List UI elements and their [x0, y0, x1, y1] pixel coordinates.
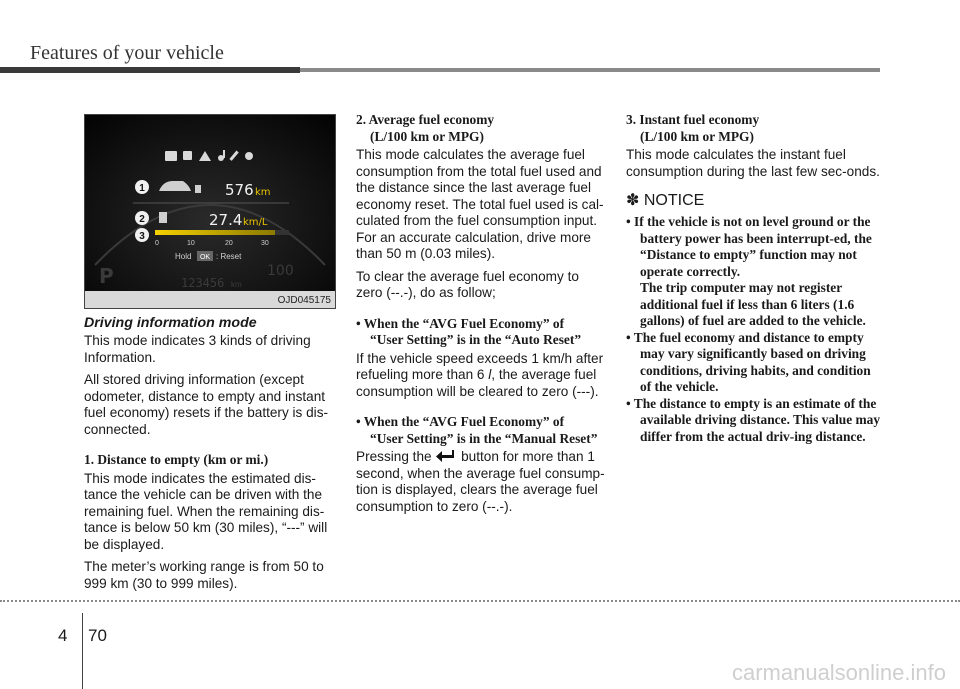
scale-tick-10: 10: [187, 240, 195, 247]
notice-bullet-1: • If the vehicle is not on level ground or the battery power has been interrupt-ed, the “Distance to empty” function may not operate correctly.: [626, 214, 872, 279]
col3-paragraph-1: This mode calculates the instant fuel consumption during the last few sec-onds.: [626, 147, 880, 179]
hold-label: Hold: [175, 252, 192, 261]
column-1: [84, 315, 336, 592]
odometer-value: 123456: [181, 276, 225, 290]
notice-heading: [626, 190, 882, 210]
speed-value: 100: [267, 263, 294, 279]
col2-paragraph-2: To clear the average fuel economy to zero (--.-), do as follow;: [356, 268, 579, 300]
col2-p4-pre: Pressing the: [356, 449, 432, 464]
notice-bullet-1-extra: The trip computer may not register additional fuel if less than 6 liters (1.6 gallons) of fuel are added to the vehicle.: [640, 280, 866, 328]
col1-subheading-1: 1. Distance to empty (km or mi.): [84, 452, 269, 467]
notice-bullet-3-text: The distance to empty is an estimate of the available driving distance. This value may differ from the actual driv-ing distance.: [633, 395, 881, 444]
footer-vertical-rule: [82, 613, 83, 689]
col2-bullet-2-line1: • When the “AVG Fuel Economy” of: [356, 414, 565, 429]
odometer-unit: km: [231, 280, 242, 289]
notice-symbol-icon: ✽: [626, 192, 640, 209]
marker-3-label: 3: [139, 231, 145, 242]
distance-value: 576: [225, 181, 254, 199]
col2-paragraph-1: This mode calculates the average fuel consumption from the total fuel used and the distance since the last average fuel economy reset. The total fuel used is cal-culated from the fuel consumption input. For an accurate calculation, drive more than 50 m (0.03 miles).: [356, 147, 604, 261]
col1-paragraph-2: All stored driving information (except odometer, distance to empty and instant fuel economy) resets if the battery is dis-connected.: [84, 372, 329, 437]
scale-tick-0: 0: [155, 240, 159, 247]
page-number: 70: [88, 626, 107, 645]
marker-2-label: 2: [139, 214, 145, 225]
fuel-economy-value: 27.4: [209, 211, 243, 229]
notice-title: NOTICE: [643, 192, 705, 209]
ok-label: OK: [199, 254, 211, 261]
col1-paragraph-1: This mode indicates 3 kinds of driving Information.: [84, 333, 311, 365]
notice-bullet-1-text: If the vehicle is not on level ground or the battery power has been interrupt-ed, the “Distance to empty” function may not operate correctly.: [634, 214, 872, 279]
col3-subheading-line1: 3. Instant fuel economy: [626, 112, 760, 127]
column-3: [626, 112, 882, 445]
scale-tick-30: 30: [261, 240, 269, 247]
marker-1-label: 1: [139, 183, 145, 194]
distance-unit: km: [255, 187, 271, 198]
col2-p4-post: button for more than 1 second, when the average fuel consump-tion is displayed, clears the average fuel consumption to zero (--.-).: [356, 449, 605, 514]
notice-bullet-2: • The fuel economy and distance to empty may vary significantly based on driving conditions, driving habits, and condition of the vehicle.: [626, 329, 871, 394]
col1-paragraph-4: The meter’s working range is from 50 to 999 km (30 to 999 miles).: [84, 559, 324, 591]
fuel-economy-bar: [155, 230, 275, 235]
col2-p3-pre: If the vehicle speed exceeds 1 km/h after refueling more than 6: [356, 350, 604, 382]
page-header-title: Features of your vehicle: [30, 42, 224, 64]
col2-subheading-line2: (L/100 km or MPG): [370, 128, 484, 144]
footer-divider: [0, 600, 960, 602]
chapter-number: 4: [58, 626, 68, 645]
col2-p3-post: , the average fuel consumption will be cleared to zero (---).: [356, 367, 599, 399]
figure-code: OJD045175: [277, 295, 331, 306]
fuel-economy-unit: km/L: [243, 217, 268, 228]
cluster-display-figure: [84, 114, 336, 309]
header-rule-accent: [0, 67, 300, 73]
gear-indicator: P: [99, 264, 114, 288]
section-heading: Driving information mode: [84, 315, 257, 331]
fuel-icon: [159, 212, 167, 223]
watermark: carmanualsonline.info: [731, 660, 946, 685]
scale-tick-20: 20: [225, 240, 233, 247]
col3-subheading-line2: (L/100 km or MPG): [640, 128, 754, 144]
enter-icon: [435, 449, 457, 463]
col2-p3-unit: l: [488, 367, 492, 382]
notice-bullet-2-text: The fuel economy and distance to empty may vary significantly based on driving conditions, driving habits, and condition of the vehicle.: [633, 329, 871, 394]
notice-bullet-3: • The distance to empty is an estimate of the available driving distance. This value may differ from the actual driv-ing distance.: [626, 395, 881, 444]
col2-bullet-1-line2: “User Setting” is in the “Auto Reset”: [370, 332, 582, 347]
fuel-pump-icon: [195, 185, 201, 193]
col1-paragraph-3: This mode indicates the estimated dis-tance the vehicle can be driven with the remaining fuel. When the remaining dis-tance is below 50 km (30 miles), “---” will be displayed.: [84, 470, 328, 552]
column-2: [356, 112, 606, 515]
col2-paragraph-3: [356, 351, 606, 401]
col2-paragraph-4: [356, 449, 606, 515]
reset-label: : Reset: [216, 252, 242, 261]
col2-subheading-line1: 2. Average fuel economy: [356, 112, 495, 127]
col2-bullet-2-line2: “User Setting” is in the “Manual Reset”: [370, 430, 598, 446]
col2-bullet-1-line1: • When the “AVG Fuel Economy” of: [356, 315, 565, 331]
notice-list: [626, 214, 882, 445]
